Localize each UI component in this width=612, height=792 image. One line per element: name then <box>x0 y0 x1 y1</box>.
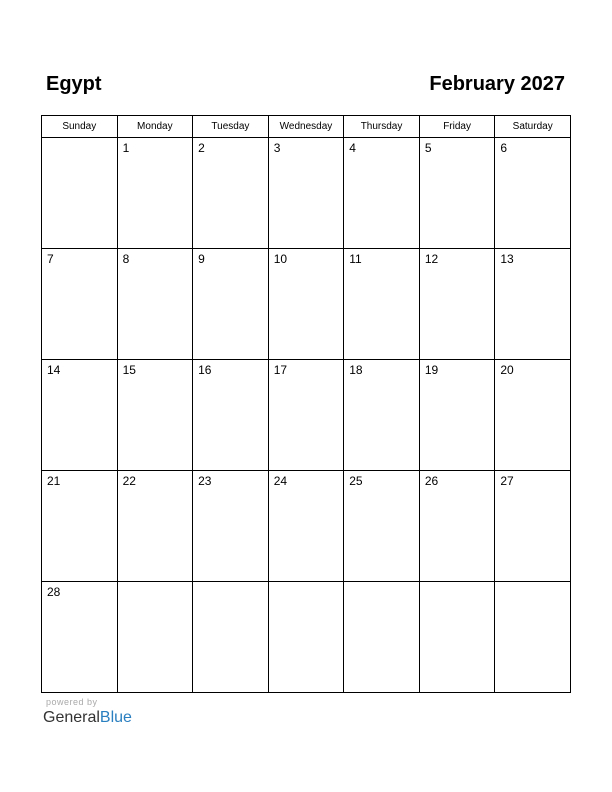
day-number: 5 <box>424 141 432 155</box>
day-cell <box>42 138 118 249</box>
day-number: 14 <box>47 363 61 377</box>
weekday-thursday: Thursday <box>344 116 420 138</box>
footer-branding <box>43 697 132 728</box>
weekday-tuesday: Tuesday <box>193 116 269 138</box>
day-cell <box>419 471 495 582</box>
day-cell <box>495 471 571 582</box>
day-cell <box>344 582 420 693</box>
day-cell <box>344 360 420 471</box>
day-cell <box>419 360 495 471</box>
day-cell <box>419 249 495 360</box>
day-cell <box>193 249 269 360</box>
day-cell <box>495 249 571 360</box>
country-title: Egypt <box>46 73 102 95</box>
day-cell <box>344 138 420 249</box>
day-number <box>495 582 570 585</box>
day-number: 11 <box>349 252 362 266</box>
month-year-title: February 2027 <box>429 73 565 95</box>
week-row-3 <box>42 360 571 471</box>
day-cell <box>495 360 571 471</box>
calendar-grid <box>41 115 571 693</box>
day-number: 2 <box>198 141 205 155</box>
day-number: 3 <box>273 141 281 155</box>
weekday-monday: Monday <box>117 116 193 138</box>
day-cell <box>193 360 269 471</box>
day-cell <box>495 138 571 249</box>
day-number: 20 <box>500 363 514 377</box>
day-cell <box>42 582 118 693</box>
day-number: 15 <box>122 363 136 377</box>
day-cell <box>268 138 344 249</box>
day-cell <box>42 471 118 582</box>
day-number <box>420 582 495 585</box>
weekday-saturday: Saturday <box>495 116 571 138</box>
weekday-wednesday: Wednesday <box>268 116 344 138</box>
day-number: 1 <box>122 141 130 155</box>
day-cell <box>495 582 571 693</box>
day-number: 24 <box>273 474 288 488</box>
weekday-header-row <box>42 116 571 138</box>
day-number: 25 <box>349 474 363 488</box>
day-number <box>118 582 193 585</box>
day-cell <box>117 249 193 360</box>
day-number: 16 <box>198 363 212 377</box>
day-cell <box>117 360 193 471</box>
day-cell <box>117 471 193 582</box>
day-cell <box>117 582 193 693</box>
day-number: 21 <box>47 474 61 488</box>
day-number: 6 <box>500 141 508 155</box>
day-number: 23 <box>198 474 212 488</box>
day-number <box>193 582 268 585</box>
day-number <box>344 582 419 585</box>
day-cell <box>344 249 420 360</box>
day-number <box>42 138 117 141</box>
day-number: 27 <box>500 474 514 488</box>
day-cell <box>193 582 269 693</box>
day-number: 19 <box>424 363 439 377</box>
day-cell <box>268 471 344 582</box>
day-number: 9 <box>198 252 205 266</box>
day-number: 22 <box>122 474 136 488</box>
day-cell <box>268 582 344 693</box>
day-number: 28 <box>47 585 61 599</box>
day-cell <box>193 138 269 249</box>
day-number: 10 <box>273 252 288 266</box>
day-number: 13 <box>500 252 514 266</box>
day-number: 17 <box>273 363 288 377</box>
weekday-friday: Friday <box>419 116 495 138</box>
week-row-2 <box>42 249 571 360</box>
day-number: 12 <box>424 252 439 266</box>
day-cell <box>268 249 344 360</box>
week-row-4 <box>42 471 571 582</box>
day-cell <box>419 138 495 249</box>
day-cell <box>193 471 269 582</box>
day-cell <box>42 360 118 471</box>
day-cell <box>117 138 193 249</box>
powered-by-text: powered by <box>46 697 98 707</box>
day-number <box>269 582 344 585</box>
day-cell <box>42 249 118 360</box>
brand-blue: Blue <box>99 709 132 726</box>
day-number: 18 <box>349 363 363 377</box>
weekday-sunday: Sunday <box>42 116 118 138</box>
day-number: 4 <box>349 141 356 155</box>
day-cell <box>344 471 420 582</box>
week-row-5 <box>42 582 571 693</box>
generalblue-logo[interactable] <box>43 708 132 728</box>
day-cell <box>268 360 344 471</box>
week-row-1 <box>42 138 571 249</box>
day-number: 8 <box>122 252 130 266</box>
day-number: 7 <box>47 252 54 266</box>
day-number: 26 <box>424 474 439 488</box>
brand-general: General <box>43 709 100 726</box>
day-cell <box>419 582 495 693</box>
